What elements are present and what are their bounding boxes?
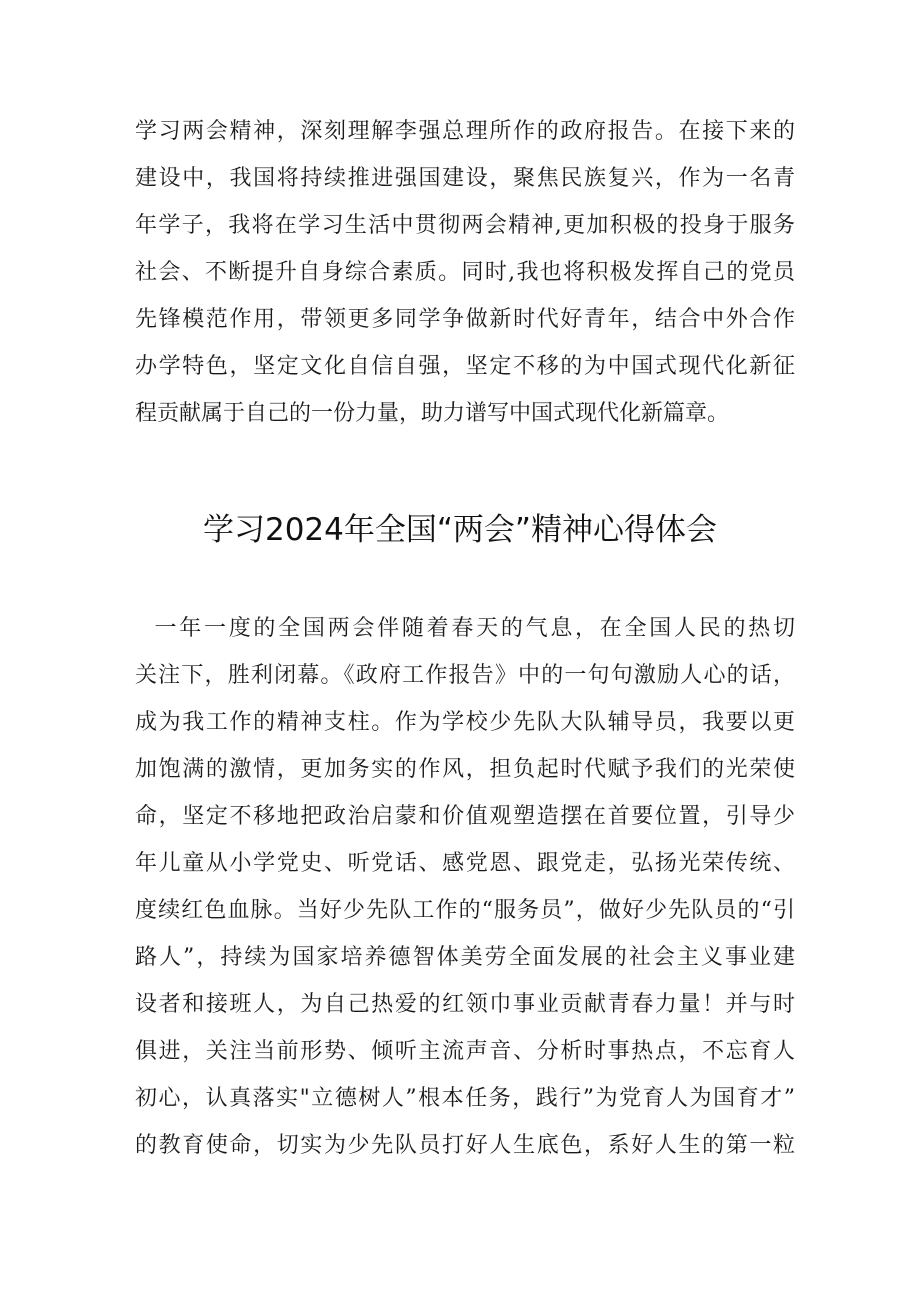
text-line: 年儿童从小学党史、听党话、感党恩、跟党走，弘扬光荣传统、 (135, 851, 795, 876)
text-line: 关注下，胜利闭幕。《政府工作报告》中的一句句激励人心的话， (135, 663, 795, 688)
text-line: 命，坚定不移地把政治启蒙和价值观塑造摆在首要位置，引导少 (135, 804, 795, 829)
paragraph-continued (135, 108, 795, 437)
text-line: 初心，认真落实"立德树人”根本任务，践行”为党育人为国育才” (135, 1086, 795, 1111)
text-line: 加饱满的激情，更加务实的作风，担负起时代赋予我们的光荣使 (135, 757, 795, 782)
text-line: 年学子，我将在学习生活中贯彻两会精神,更加积极的投身于服务 (135, 213, 795, 238)
text-line: 先锋模范作用，带领更多同学争做新时代好青年，结合中外合作 (135, 307, 795, 332)
text-line: 的教育使命，切实为少先队员打好人生底色，系好人生的第一粒 (135, 1133, 795, 1158)
text-line: 俱进，关注当前形势、倾听主流声音、分析时事热点，不忘育人 (135, 1039, 795, 1064)
article-title: 学习2024年全国“两会”精神心得体会 (202, 512, 717, 548)
text-line: 学习两会精神，深刻理解李强总理所作的政府报告。在接下来的 (135, 119, 795, 144)
text-line: 设者和接班人，为自己热爱的红领巾事业贡献青春力量！并与时 (135, 992, 795, 1017)
text-line: 程贡献属于自己的一份力量，助力谱写中国式现代化新篇章。 (135, 401, 730, 426)
text-line: 建设中，我国将持续推进强国建设，聚焦民族复兴，作为一名青 (135, 166, 795, 191)
text-line: 度续红色血脉。当好少先队工作的“服务员”，做好少先队员的“引 (135, 898, 795, 923)
text-line: 一年一度的全国两会伴随着春天的气息，在全国人民的热切 (135, 616, 795, 641)
paragraph-body (135, 605, 795, 1169)
text-line: 社会、不断提升自身综合素质。同时,我也将积极发挥自己的党员 (135, 260, 795, 285)
text-line: 路人”，持续为国家培养德智体美劳全面发展的社会主义事业建 (135, 945, 795, 970)
text-line: 办学特色，坚定文化自信自强，坚定不移的为中国式现代化新征 (135, 354, 795, 379)
text-line: 成为我工作的精神支柱。作为学校少先队大队辅导员，我要以更 (135, 710, 795, 735)
